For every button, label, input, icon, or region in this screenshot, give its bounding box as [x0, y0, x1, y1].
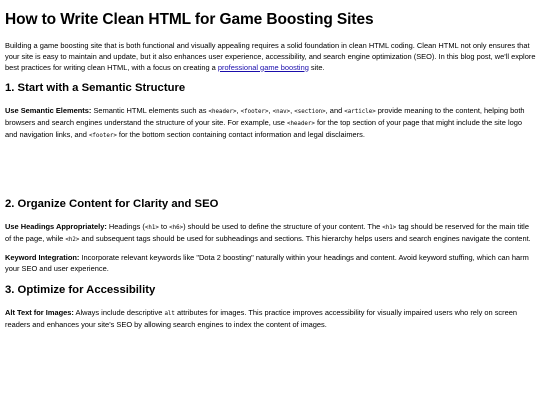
text-run: Semantic HTML elements such as [91, 106, 209, 116]
text-run: and subsequent tags should be used for subheadings and sections. This hierarchy helps users and search engines navigate the content. [79, 233, 531, 243]
paragraph-label: Use Semantic Elements: [5, 106, 92, 116]
text-run: Headings ( [106, 221, 145, 231]
code-snippet: <h1> [382, 224, 397, 231]
page-title: How to Write Clean HTML for Game Boosting Sites [5, 11, 374, 28]
code-snippet: <footer> [88, 132, 117, 139]
text-run: Incorporate relevant keywords like "Dota 2 boosting" naturally within your headings and content. Avoid keyword stuffing, which can harm your SEO and user experience. [5, 253, 529, 274]
intro-paragraph [5, 41, 536, 73]
text-run: attributes for images. This practice improves accessibility for visually impaired users who rely on screen readers and enhances your site's SEO by allowing search engines to index the content of images. [5, 307, 518, 329]
keyword-integration-paragraph [5, 253, 536, 275]
semantic-elements-paragraph [5, 106, 536, 141]
text-run: , [236, 106, 241, 116]
code-snippet: <article> [344, 109, 376, 116]
paragraph-label: Keyword Integration: [5, 253, 80, 263]
code-snippet: <h1> [144, 224, 159, 231]
paragraph-label: Use Headings Appropriately: [5, 221, 107, 231]
text-run: provide meaning to the content, helping both browsers and search engines understand the structure of your site. For example, use [5, 106, 525, 128]
intro-text-end: site. [308, 62, 325, 72]
text-run: to [158, 221, 170, 231]
code-snippet: <header> [286, 121, 315, 128]
code-snippet: <h6> [169, 224, 184, 231]
intro-text: Building a game boosting site that is both functional and visually appealing requires a solid foundation in clean HTML coding. Clean HTML not only ensures that your site is easy to maintain and update, but it also enhances user experience, accessibility, and search engine optimization (SEO). In this blog post, we'll explore best practices for writing clean HTML, with a focus on creating a [5, 41, 536, 72]
text-run: for the bottom section containing contact information and legal disclaimers. [116, 129, 365, 139]
text-run: Always include descriptive [73, 307, 165, 317]
code-snippet: <h2> [65, 236, 80, 243]
text-run: ) should be used to define the structure of your content. The [183, 221, 383, 231]
paragraph-label: Alt Text for Images: [5, 307, 74, 317]
headings-paragraph [5, 222, 536, 246]
section-heading-accessibility: 3. Optimize for Accessibility [5, 283, 156, 296]
section-heading-organize-content: 2. Organize Content for Clarity and SEO [5, 197, 219, 210]
text-run: , [290, 106, 295, 116]
section-heading-semantic-structure: 1. Start with a Semantic Structure [5, 82, 186, 95]
code-snippet: <footer> [240, 109, 269, 116]
spacer [5, 150, 536, 197]
text-run: , and [325, 106, 345, 116]
code-snippet: <header> [208, 109, 237, 116]
text-run: tag should be reserved for the main title of the page, while [5, 221, 529, 243]
text-run: , [268, 106, 273, 116]
code-snippet: alt [164, 310, 175, 317]
professional-game-boosting-link[interactable]: professional game boosting [217, 62, 309, 72]
code-snippet: <section> [294, 109, 326, 116]
alt-text-paragraph [5, 308, 536, 331]
text-run: for the top section of your page that might include the site logo and navigation links, and [5, 118, 523, 139]
code-snippet: <nav> [272, 109, 291, 116]
